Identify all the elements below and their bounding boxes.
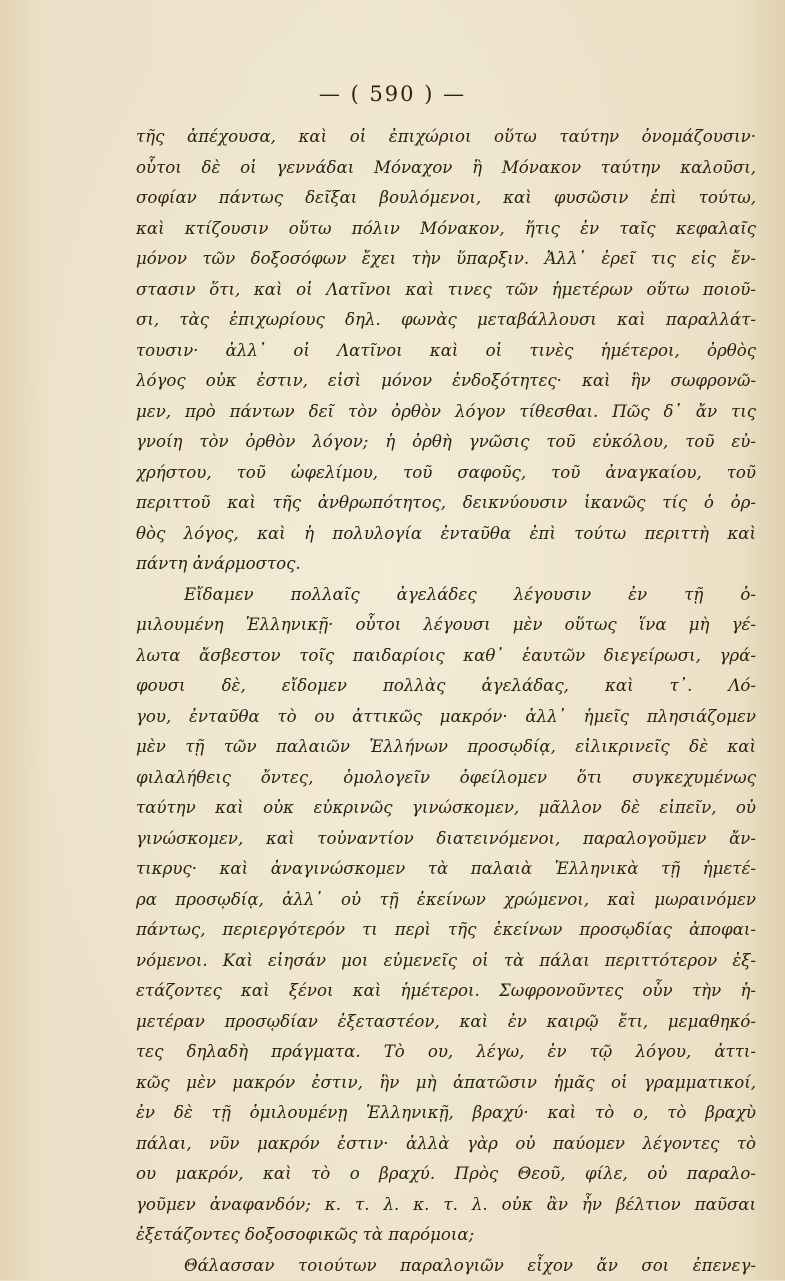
body-text [136,122,756,1281]
text-line: λόγος οὐκ ἐστιν, εἰσὶ μόνον ἐνδοξότητες· καὶ ἣν σωφρονῶ- [136,366,756,397]
text-line: Εἴδαμεν πολλαῖς ἀγελάδες λέγουσιν ἐν τῇ ὁ- [136,580,756,611]
text-line: ἐξετάζοντες δοξοσοφικῶς τὰ παρόμοια; [136,1220,756,1251]
text-line: γοῦμεν ἀναφανδόν; κ. τ. λ. κ. τ. λ. οὐκ ἂν ἦν βέλτιον παῦσαι [136,1190,756,1221]
text-line: στασιν ὅτι, καὶ οἱ Λατῖνοι καὶ τινες τῶν ἡμετέρων οὕτω ποιοῦ- [136,275,756,306]
text-line: γου, ἐνταῦθα τὸ ου ἀττικῶς μακρόν· ἀλλ᾽ ἡμεῖς πλησιάζομεν [136,702,756,733]
text-line: οὗτοι δὲ οἱ γεννάδαι Μόναχον ἢ Μόνακον ταύτην καλοῦσι, [136,153,756,184]
text-line: λωτα ἄσβεστον τοῖς παιδαρίοις καθ᾽ ἑαυτῶν διεγείρωσι, γρά- [136,641,756,672]
text-line: περιττοῦ καὶ τῆς ἀνθρωπότητος, δεικνύουσιν ἱκανῶς τίς ὁ ὀρ- [136,488,756,519]
text-line: γινώσκομεν, καὶ τοὐναντίον διατεινόμενοι, παραλογοῦμεν ἄν- [136,824,756,855]
text-line: σοφίαν πάντως δεῖξαι βουλόμενοι, καὶ φυσῶσιν ἐπὶ τούτω, [136,183,756,214]
text-line: πάντως, περιεργότερόν τι περὶ τῆς ἐκείνων προσῳδίας ἀποφαι- [136,915,756,946]
text-line: φουσι δὲ, εἴδομεν πολλὰς ἀγελάδας, καὶ τ᾽. Λό- [136,671,756,702]
text-line: ρα προσῳδίᾳ, ἀλλ᾽ οὐ τῇ ἐκείνων χρώμενοι, καὶ μωραινόμεν [136,885,756,916]
text-line: θὸς λόγος, καὶ ἡ πολυλογία ἐνταῦθα ἐπὶ τούτω περιττὴ καὶ [136,519,756,550]
text-line: καὶ κτίζουσιν οὕτω πόλιν Μόνακον, ἥτις ἐν ταῖς κεφαλαῖς [136,214,756,245]
text-line: ετάζοντες καὶ ξένοι καὶ ἡμέτεροι. Σωφρονοῦντες οὖν τὴν ἡ- [136,976,756,1007]
text-line: μιλουμένη Ἑλληνικῇ· οὗτοι λέγουσι μὲν οὕτως ἵνα μὴ γέ- [136,610,756,641]
text-line: μὲν τῇ τῶν παλαιῶν Ἑλλήνων προσῳδίᾳ, εἰλικρινεῖς δὲ καὶ [136,732,756,763]
text-line: χρήστου, τοῦ ὠφελίμου, τοῦ σαφοῦς, τοῦ ἀναγκαίου, τοῦ [136,458,756,489]
text-line: φιλαλήθεις ὄντες, ὁμολογεῖν ὀφείλομεν ὅτι συγκεχυμένως [136,763,756,794]
page-number-header: — ( 590 ) — [0,82,785,106]
text-line: ου μακρόν, καὶ τὸ ο βραχύ. Πρὸς Θεοῦ, φίλε, οὐ παραλο- [136,1159,756,1190]
text-line: μόνον τῶν δοξοσόφων ἔχει τὴν ὕπαρξιν. Ἀλλ᾽ ἐρεῖ τις εἰς ἔν- [136,244,756,275]
text-line: ταύτην καὶ οὐκ εὐκρινῶς γινώσκομεν, μᾶλλον δὲ εἰπεῖν, οὐ [136,793,756,824]
text-line: σι, τὰς ἐπιχωρίους δηλ. φωνὰς μεταβάλλουσι καὶ παραλλάτ- [136,305,756,336]
text-line: πάντη ἀνάρμοστος. [136,549,756,580]
text-line: νόμενοι. Καὶ εἰησάν μοι εὐμενεῖς οἱ τὰ πάλαι περιττότερον ἐξ- [136,946,756,977]
text-line: μεν, πρὸ πάντων δεῖ τὸν ὀρθὸν λόγον τίθεσθαι. Πῶς δ᾽ ἄν τις [136,397,756,428]
text-line: τες δηλαδὴ πράγματα. Τὸ ου, λέγω, ἐν τῷ λόγου, ἀττι- [136,1037,756,1068]
text-line: πάλαι, νῦν μακρόν ἐστιν· ἀλλὰ γὰρ οὐ παύομεν λέγοντες τὸ [136,1129,756,1160]
text-line: τῆς ἀπέχουσα, καὶ οἱ ἐπιχώριοι οὕτω ταύτην ὀνομάζουσιν· [136,122,756,153]
text-line: Θάλασσαν τοιούτων παραλογιῶν εἶχον ἄν σοι ἐπενεγ- [136,1251,756,1281]
text-line: κῶς μὲν μακρόν ἐστιν, ἣν μὴ ἀπατῶσιν ἡμᾶς οἱ γραμματικοί, [136,1068,756,1099]
text-line: τουσιν· ἀλλ᾽ οἱ Λατῖνοι καὶ οἱ τινὲς ἡμέτεροι, ὀρθὸς [136,336,756,367]
text-line: ἐν δὲ τῇ ὁμιλουμένῃ Ἑλληνικῇ, βραχύ· καὶ τὸ ο, τὸ βραχὺ [136,1098,756,1129]
text-line: τικρυς· καὶ ἀναγινώσκομεν τὰ παλαιὰ Ἑλληνικὰ τῇ ἡμετέ- [136,854,756,885]
text-line: μετέραν προσῳδίαν ἐξεταστέον, καὶ ἐν καιρῷ ἔτι, μεμαθηκό- [136,1007,756,1038]
text-line: γνοίη τὸν ὀρθὸν λόγον; ἡ ὀρθὴ γνῶσις τοῦ εὐκόλου, τοῦ εὐ- [136,427,756,458]
